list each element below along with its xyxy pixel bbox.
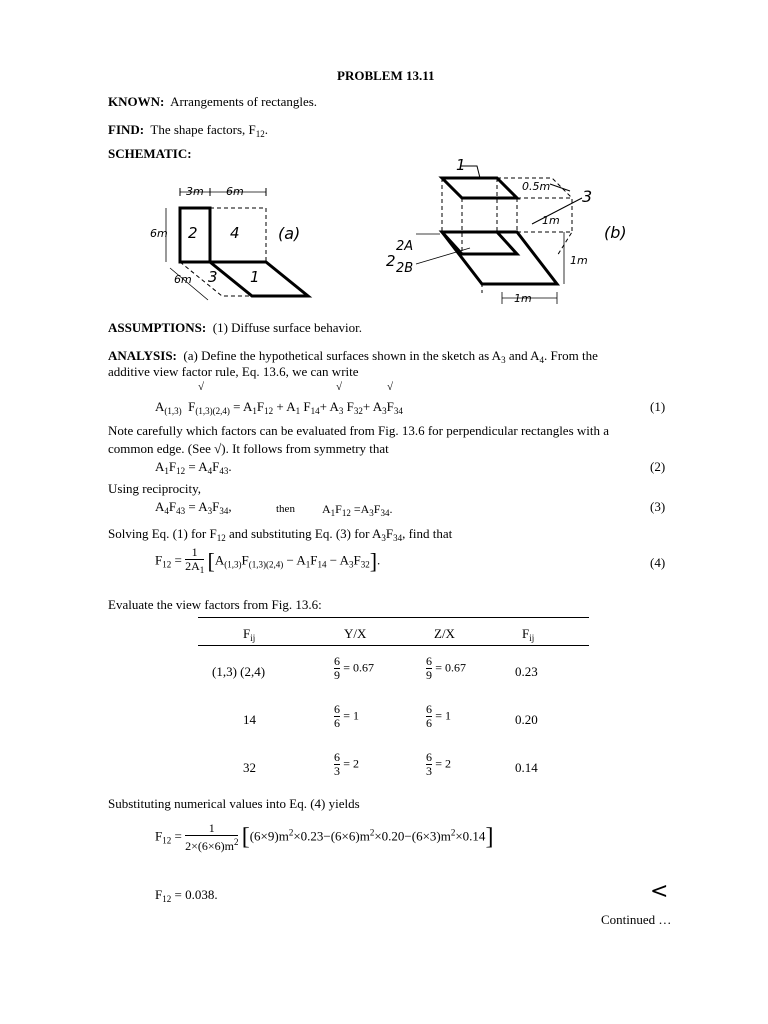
b-surface-2b-label: 2B — [396, 261, 414, 276]
eq-number-1: (1) — [650, 399, 666, 414]
table-header-rule — [198, 645, 589, 646]
dim-3m: 3m — [186, 185, 204, 198]
table-row: $\frac{6}{3}$ = 2 — [334, 750, 360, 778]
b-surface-2-label: 2 — [386, 252, 396, 270]
dim-1m-c: 1m — [514, 292, 532, 305]
assumptions-line: ASSUMPTIONS: (1) Diffuse surface behavior. — [108, 320, 362, 335]
table-header-fij-2: $F_{ij}$ — [522, 626, 535, 643]
dim-6m-bottom: 6m — [174, 273, 192, 286]
dim-6m-left: 6m — [150, 227, 168, 240]
continued-label: Continued … — [601, 912, 672, 927]
result-line: $F_{12} = 0.038$. — [155, 887, 218, 904]
solving-line: Solving Eq. (1) for $F_{12}$ and substituting Eq. (3) for $A_3F_{34}$, find that — [108, 526, 453, 543]
figure-b-tag: (b) — [604, 223, 627, 242]
eq-number-2: (2) — [650, 459, 666, 474]
check-mark: √ — [336, 381, 343, 393]
b-surface-3-label: 3 — [582, 187, 593, 206]
figure-a — [150, 182, 320, 304]
figure-a-tag: (a) — [278, 224, 301, 243]
table-row: $\frac{6}{6}$ = 1 — [426, 702, 452, 730]
table-row: 0.20 — [515, 712, 538, 727]
eq-number-3: (3) — [650, 499, 666, 514]
table-row: $\frac{6}{9}$ = 0.67 — [426, 654, 467, 682]
surface-2-label: 2 — [188, 224, 198, 242]
equation-3: $A_4F_{43} = A_3F_{34}$, — [155, 499, 232, 516]
note-line-2: common edge. (See √). It follows from symmetry that — [108, 441, 389, 456]
table-row: 0.14 — [515, 760, 538, 775]
table-row: 32 — [243, 760, 256, 775]
table-row: 0.23 — [515, 664, 538, 679]
then-word: then — [276, 503, 295, 515]
table-row: $\frac{6}{3}$ = 2 — [426, 750, 452, 778]
dim-1m-b: 1m — [570, 254, 588, 267]
known-line: KNOWN: Arrangements of rectangles. — [108, 94, 318, 109]
equation-4: $F_{12}$ = $\frac{1}{2A_1}$ $[A_{(1,3)}F_{(1,3)(2,4)} - A_1F_{14} - A_3F_{32}]$. — [155, 545, 381, 575]
find-line: FIND: The shape factors, $F_{12}$. — [108, 122, 269, 139]
dim-05m: 0.5m — [522, 180, 551, 193]
b-surface-2a-label: 2A — [396, 239, 414, 254]
equation-1: $A_{(1,3)}$ $F_{(1,3)(2,4)} = A_1F_{12} + A_1$ $F_{14}+ A_3$ $F_{32}+ A_3F_{34}$ — [155, 399, 403, 416]
table-row: 14 — [243, 712, 256, 727]
table-header-yx: Y/X — [344, 626, 367, 641]
table-row: (1,3) (2,4) — [212, 664, 266, 679]
b-surface-1-label: 1 — [456, 156, 466, 174]
equation-2: $A_1F_{12} = A_4F_{43}$. — [155, 459, 232, 476]
table-top-rule — [198, 617, 589, 618]
analysis-line-2: additive view factor rule, Eq. 13.6, we can write — [108, 364, 359, 379]
table-row: $\frac{6}{9}$ = 0.67 — [334, 654, 375, 682]
equation-3b: $A_1F_{12} =A_3F_{34}$. — [322, 502, 393, 518]
dim-1m-a: 1m — [542, 214, 560, 227]
figure-b — [382, 156, 632, 312]
analysis-line-1: ANALYSIS: (a) Define the hypothetical surfaces shown in the sketch as $A_3$ and $A_4$. From the — [108, 348, 598, 365]
check-mark: √ — [198, 381, 205, 393]
note-line-1: Note carefully which factors can be evaluated from Fig. 13.6 for perpendicular rectangles with a — [108, 423, 610, 438]
surface-1-label: 1 — [250, 268, 260, 286]
evaluate-line: Evaluate the view factors from Fig. 13.6: — [108, 597, 322, 612]
table-header-fij: $F_{ij}$ — [243, 626, 256, 643]
dim-6m-top: 6m — [226, 185, 244, 198]
surface-3-label: 3 — [208, 268, 218, 286]
reciprocity-line: Using reciprocity, — [108, 481, 202, 496]
table-row: $\frac{6}{6}$ = 1 — [334, 702, 360, 730]
substituting-line: Substituting numerical values into Eq. (4) yields — [108, 796, 360, 811]
surface-4-label: 4 — [230, 224, 240, 242]
table-header-zx: Z/X — [434, 626, 455, 641]
final-equation: $F_{12}$ = $\frac{1}{2\times(6\times 6)m^2}$ $[(6\times 9)m^2\times 0.23-(6\times 6)m^2\times 0.20-(6\times 3)m^2\times 0.14]$ — [155, 821, 494, 853]
result-arrow: < — [650, 879, 669, 904]
check-mark: √ — [387, 381, 394, 393]
page-title: PROBLEM 13.11 — [337, 68, 435, 83]
eq-number-4: (4) — [650, 555, 666, 570]
schematic-label: SCHEMATIC: — [108, 146, 192, 161]
